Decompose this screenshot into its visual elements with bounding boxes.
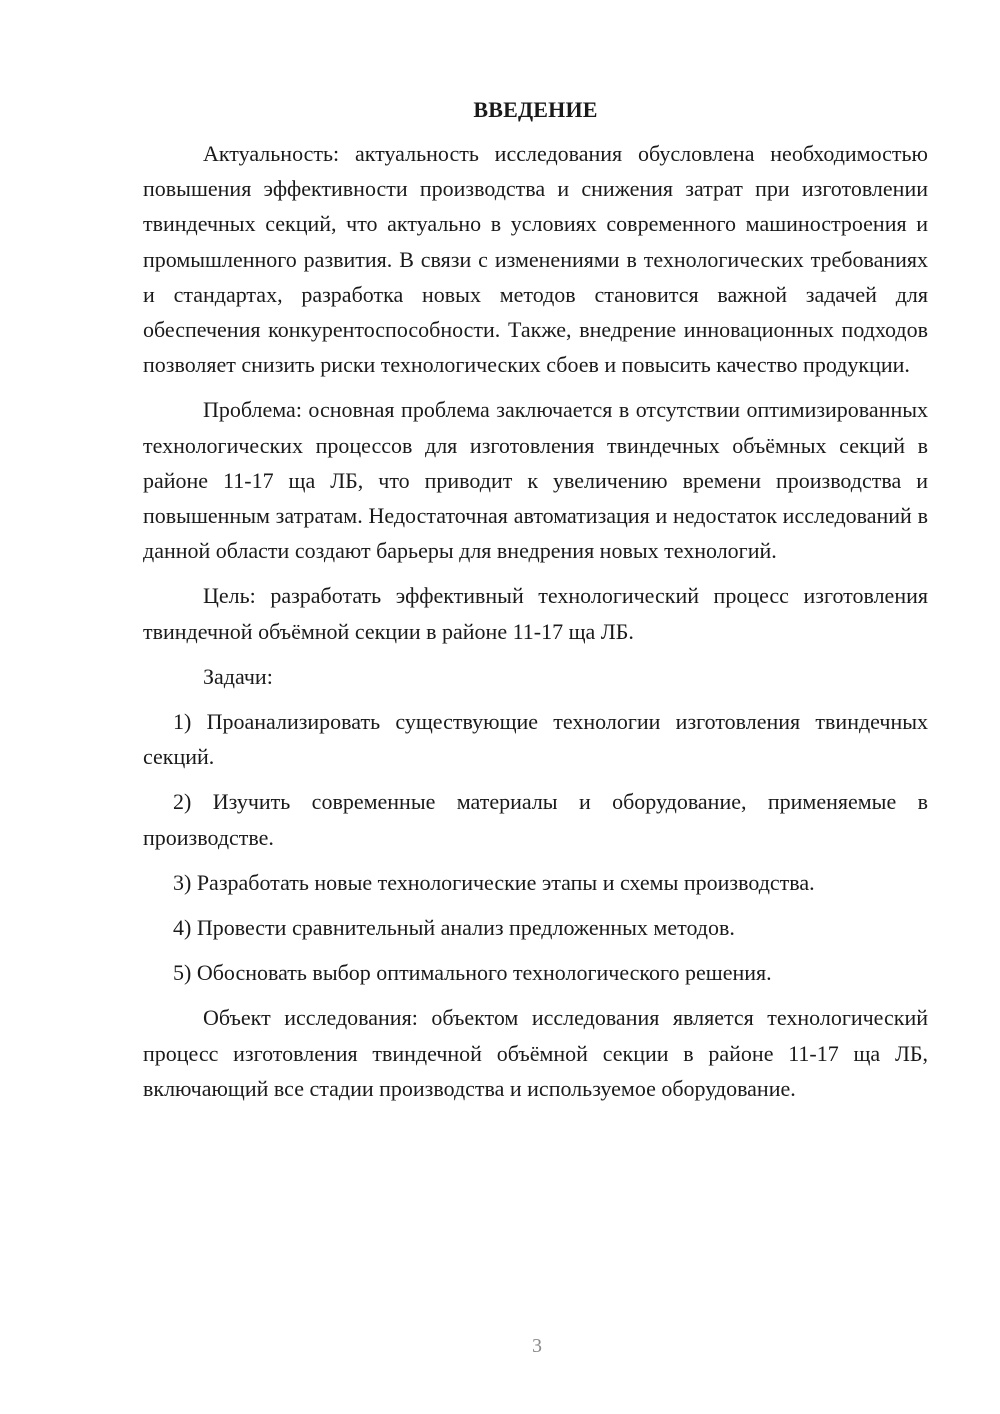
task-item: 2) Изучить современные материалы и оборудование, применяемые в производстве.	[143, 789, 928, 850]
task-item: 1) Проанализировать существующие технологии изготовления твиндечных секций.	[143, 709, 928, 770]
task-item: 5) Обосновать выбор оптимального технологического решения.	[173, 960, 772, 986]
task-item: 4) Провести сравнительный анализ предложенных методов.	[173, 915, 735, 941]
object-paragraph: Объект исследования: объектом исследования является технологический процесс изготовления твиндечной объёмной секции в районе 11-17 ща ЛБ, включающий все стадии производства и используемое оборудование.	[143, 1005, 928, 1101]
problem-paragraph: Проблема: основная проблема заключается в отсутствии оптимизированных технологических процессов для изготовления твиндечных объёмных секций в районе 11-17 ща ЛБ, что приводит к увеличению времени производства и повышенным затратам. Недостаточная автоматизация и недостаток исследований в данной области создают барьеры для внедрения новых технологий.	[143, 397, 928, 564]
goal-paragraph: Цель: разработать эффективный технологический процесс изготовления твиндечной объёмной секции в районе 11-17 ща ЛБ.	[143, 583, 928, 644]
section-heading: ВВЕДЕНИЕ	[473, 97, 598, 122]
tasks-label: Задачи:	[203, 663, 273, 689]
task-item: 3) Разработать новые технологические этапы и схемы производства.	[173, 869, 815, 895]
relevance-paragraph: Актуальность: актуальность исследования обусловлена необходимостью повышения эффективности производства и снижения затрат при изготовлении твиндечных секций, что актуально в условиях современного машиностроения и промышленного развития. В связи с изменениями в технологических требованиях и стандартах, разработка новых методов становится важной задачей для обеспечения конкурентоспособности. Также, внедрение инновационных подходов позволяет снизить риски технологических сбоев и повысить качество продукции.	[143, 141, 928, 378]
page-number: 3	[532, 1335, 542, 1357]
document-body	[143, 94, 928, 1116]
